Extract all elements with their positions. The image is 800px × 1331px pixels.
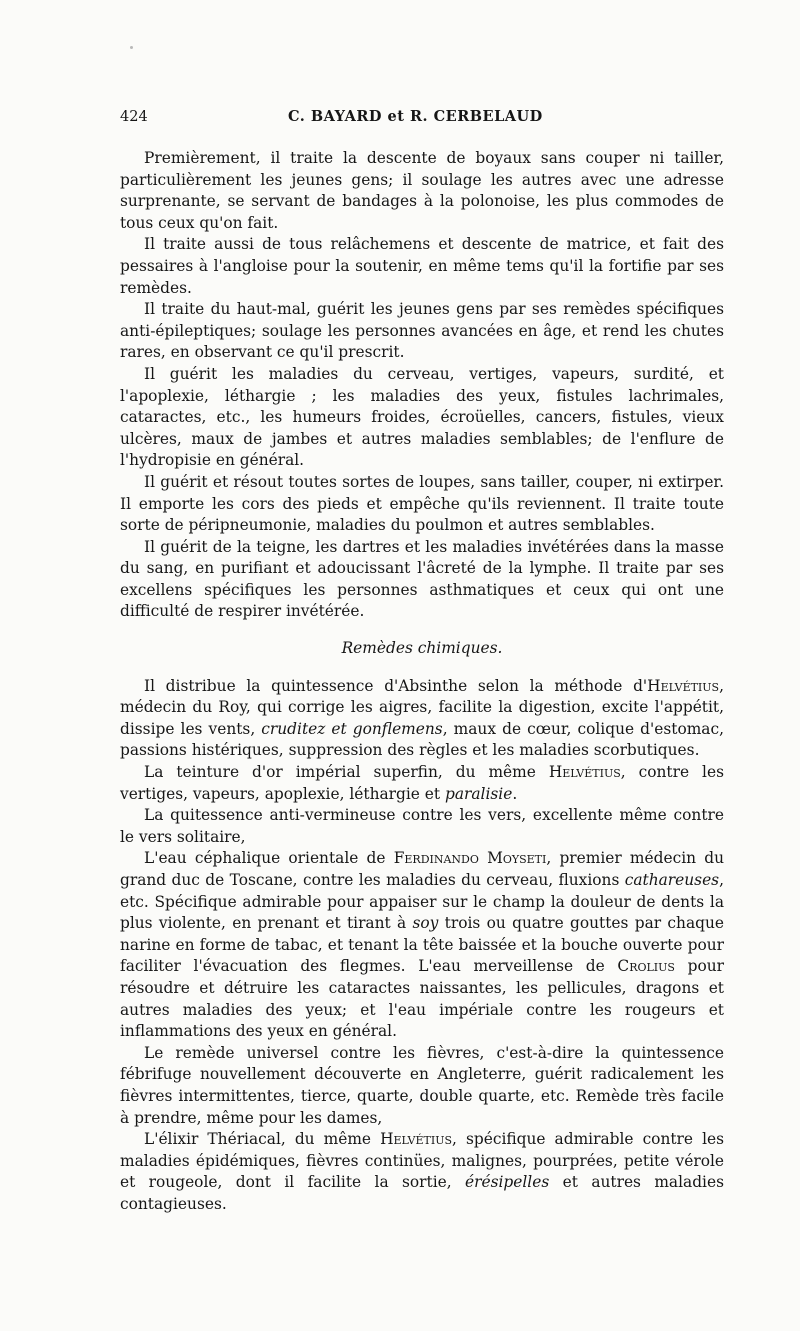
text-segment: Il distribue la quintessence d'Absinthe selon la méthode d' (144, 676, 648, 695)
paragraph-descente-boyaux: Premièrement, il traite la descente de boyaux sans couper ni tailler, particulièrement les jeunes gens; il soulage les autres avec une adresse surprenante, se servant de bandages à la polonoise, les plus commodes de tous ceux qu'on fait. (120, 149, 724, 232)
person-name: Helvétius (647, 676, 720, 695)
text-segment: . (512, 784, 518, 803)
person-name: Helvétius (380, 1130, 453, 1149)
book-page (120, 108, 724, 1216)
person-name: Ferdinando Moyseti (393, 849, 547, 868)
running-head: C. BAYARD et R. CERBELAUD (288, 108, 543, 125)
text-segment: , etc. Spécifique admirable pour appaiser sur le champ la douleur de dents la plus violente, en prenant et tirant à (120, 871, 724, 933)
paragraph-eau-cephalique (120, 848, 724, 1042)
text-segment: , maux de cœur, colique d'estomac, passions histériques, suppression des règles et les maladies scorbutiques. (120, 719, 724, 760)
paragraph-loupes: Il guérit et résout toutes sortes de loupes, sans tailler, couper, ni extirper. Il emporte les cors des pieds et empêche qu'ils reviennent. Il traite toute sorte de péripneumonie, maladies du poulmon et autres semblables. (120, 472, 724, 535)
italic-term: soy (412, 914, 439, 933)
italic-term: paralisie (445, 784, 513, 803)
text-segment: , médecin du Roy, qui corrige les aigres, facilite la digestion, excite l'appétit, dissipe les vents, (120, 676, 724, 738)
person-name: Helvétius (548, 763, 621, 782)
text-segment: trois ou quatre gouttes par chaque narine en forme de tabac, et tenant la tête baissée et la bouche ouverte pour faciliter l'évacuation des flegmes. L'eau merveillense de (120, 914, 724, 976)
paragraph-teinture-or (120, 762, 724, 805)
text-segment: L'eau céphalique orientale de (144, 849, 394, 868)
text-segment: , contre les vertiges, vapeurs, apoplexie, léthargie et (120, 763, 724, 803)
text-segment: L'élixir Thériacal, du même (144, 1130, 381, 1149)
paragraph-teigne: Il guérit de la teigne, les dartres et les maladies invétérées dans la masse du sang, en purifiant et adoucissant l'âcreté de la lymphe. Il traite par ses excellens spécifiques les personnes asthmatiques et ceux qui ont une difficulté de respirer invétérée. (120, 537, 724, 621)
italic-term: érésipelles (465, 1173, 550, 1192)
paragraph-remede-universel: Le remède universel contre les fièvres, c'est-à-dire la quintessence fébrifuge nouvellement découverte en Angleterre, guérit radicalement les fièvres intermittentes, tierce, quarte, double quarte, etc. Remède très facile à prendre, même pour les dames, (120, 1043, 724, 1127)
paragraph-elixir (120, 1129, 724, 1215)
text-segment: , premier médecin du grand duc de Toscane, contre les maladies du cerveau, fluxions (120, 849, 725, 889)
person-name: Crolius (617, 957, 675, 976)
italic-term: cathareuses (624, 871, 720, 889)
text-segment: pour résoudre et détruire les cataractes naissantes, les pellicules, dragons et autres maladies des yeux; et l'eau impériale contre les rougeurs et inflammations des yeux en général. (120, 957, 725, 1041)
page-number: 424 (120, 109, 148, 125)
text-segment: et autres maladies contagieuses. (120, 1173, 724, 1213)
paragraph-maladies-cerveau: Il guérit les maladies du cerveau, vertiges, vapeurs, surdité, et l'apoplexie, léthargie ; les maladies des yeux, fistules lachrimales, cataractes, etc., les humeurs froides, écroüelles, cancers, fistules, vieux ulcères, maux de jambes et autres maladies semblables; de l'enflure de l'hydropisie en général. (120, 364, 724, 470)
text-segment: La teinture d'or impérial superfin, du même (144, 763, 549, 782)
paragraph-haut-mal: Il traite du haut-mal, guérit les jeunes gens par ses remèdes spécifiques anti-épileptiques; soulage les personnes avancées en âge, et rend les chutes rares, en observant ce qu'il prescrit. (120, 300, 724, 362)
section-heading: Remèdes chimiques. (341, 639, 503, 658)
paragraph-matrice: Il traite aussi de tous relâchemens et descente de matrice, et fait des pessaires à l'angloise pour la soutenir, en même tems qu'il la fortifie par ses remèdes. (120, 235, 724, 297)
paragraph-absinthe (120, 676, 724, 762)
page-header (120, 108, 724, 132)
text-segment: , spécifique admirable contre les maladies épidémiques, fièvres continües, malignes, pourprées, petite vérole et rougeole, dont il facilite la sortie, (120, 1130, 724, 1192)
paragraph-anti-vermineuse: La quitessence anti-vermineuse contre les vers, excellente même contre le vers solitaire, (120, 806, 724, 846)
italic-term: cruditez et gonflemens (261, 719, 443, 738)
stray-dot (130, 46, 133, 49)
